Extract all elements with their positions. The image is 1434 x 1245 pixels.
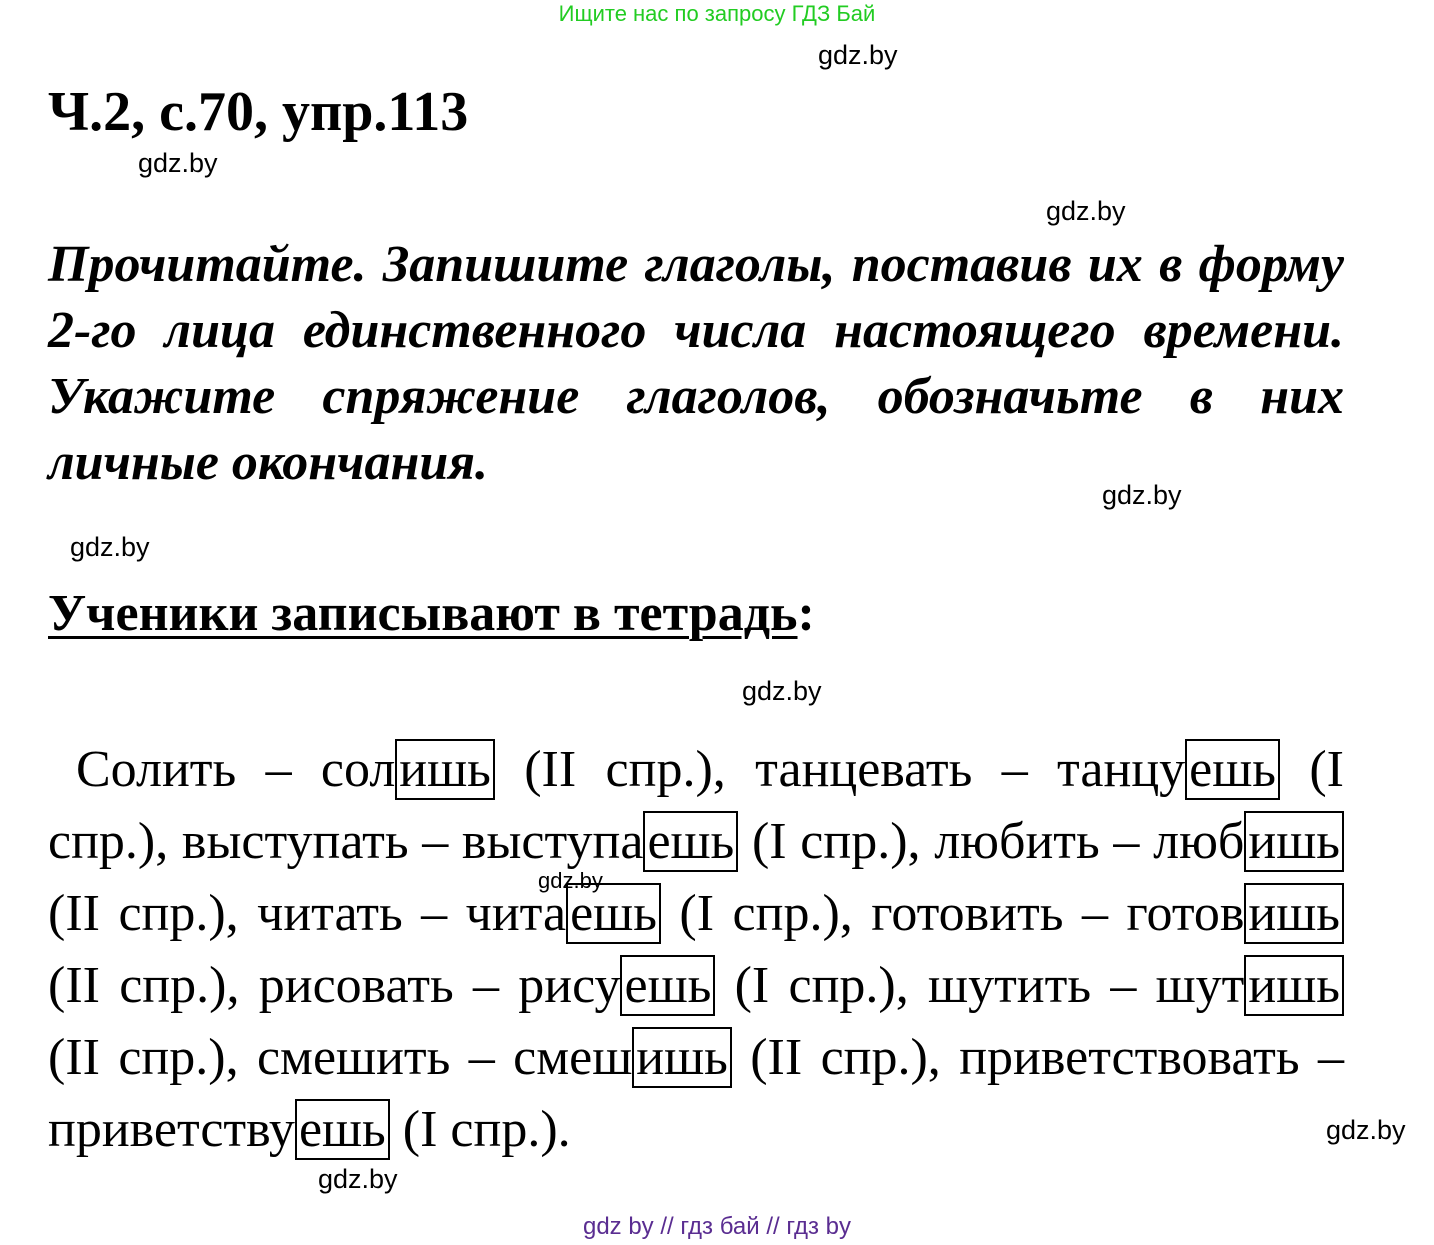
watermark: gdz.by [742, 676, 822, 706]
conjugation-note: (II спр.), [48, 885, 258, 942]
top-banner[interactable]: Ищите нас по запросу ГДЗ Бай [558, 1, 876, 26]
ending-box: ишь [1244, 883, 1344, 944]
section-heading [48, 582, 815, 646]
verb-base: танцевать – танцу [755, 741, 1186, 798]
watermark: gdz.by [538, 868, 603, 893]
conjugation-note: (I спр.), [48, 741, 1344, 870]
verb-base: шутить – шут [928, 957, 1245, 1014]
conjugation-note: (I спр.), [738, 813, 935, 870]
verb-base: готовить – готов [871, 885, 1245, 942]
watermark: gdz.by [1046, 196, 1126, 226]
conjugation-note: (II спр.), [494, 741, 756, 798]
ending-box: ишь [632, 1027, 732, 1088]
ending-box: ешь [566, 883, 661, 944]
verb-base: рисовать – рису [258, 957, 621, 1014]
ending-box: ешь [620, 955, 715, 1016]
watermark: gdz.by [70, 532, 150, 562]
ending-box: ешь [643, 811, 738, 872]
watermark: gdz.by [1326, 1115, 1406, 1145]
task-instructions: Прочитайте. Запишите глаголы, поставив их в форму 2-го лица единственного числа настоящего времени. Укажите спряжение глаголов, обозначьте в них личные окончания. [48, 236, 1344, 491]
verb-base: Солить – сол [76, 741, 396, 798]
conjugation-note: (II спр.), [48, 1029, 257, 1086]
ending-box: ешь [1185, 739, 1280, 800]
ending-box: ишь [1244, 955, 1344, 1016]
verb-base: читать – чита [257, 885, 567, 942]
watermark: gdz.by [818, 40, 898, 70]
conjugation-note: (II спр.), [48, 957, 259, 1014]
section-heading-text: Ученики записывают в тетрадь [48, 585, 798, 642]
ending-box: ишь [395, 739, 495, 800]
verb-base: приветствовать – приветству [48, 1029, 1344, 1158]
conjugation-note: (I спр.), [660, 885, 872, 942]
ending-box: ишь [1244, 811, 1344, 872]
watermark: gdz.by [138, 148, 218, 178]
page-title: Ч.2, с.70, упр.113 [48, 81, 469, 143]
verb-base: смешить – смеш [256, 1029, 633, 1086]
verb-base: выступать – выступа [181, 813, 644, 870]
section-heading-colon: : [797, 585, 815, 642]
conjugation-note: (I спр.). [389, 1101, 571, 1158]
watermark: gdz.by [318, 1164, 398, 1194]
watermark: gdz.by [1102, 480, 1182, 510]
footer-links[interactable]: gdz by // гдз бай // гдз by [582, 1213, 852, 1240]
verb-base: любить – люб [934, 813, 1245, 870]
conjugation-note: (II спр.), [731, 1029, 960, 1086]
conjugation-note: (I спр.), [715, 957, 929, 1014]
answer-text [48, 734, 1344, 1166]
ending-box: ешь [295, 1099, 390, 1160]
